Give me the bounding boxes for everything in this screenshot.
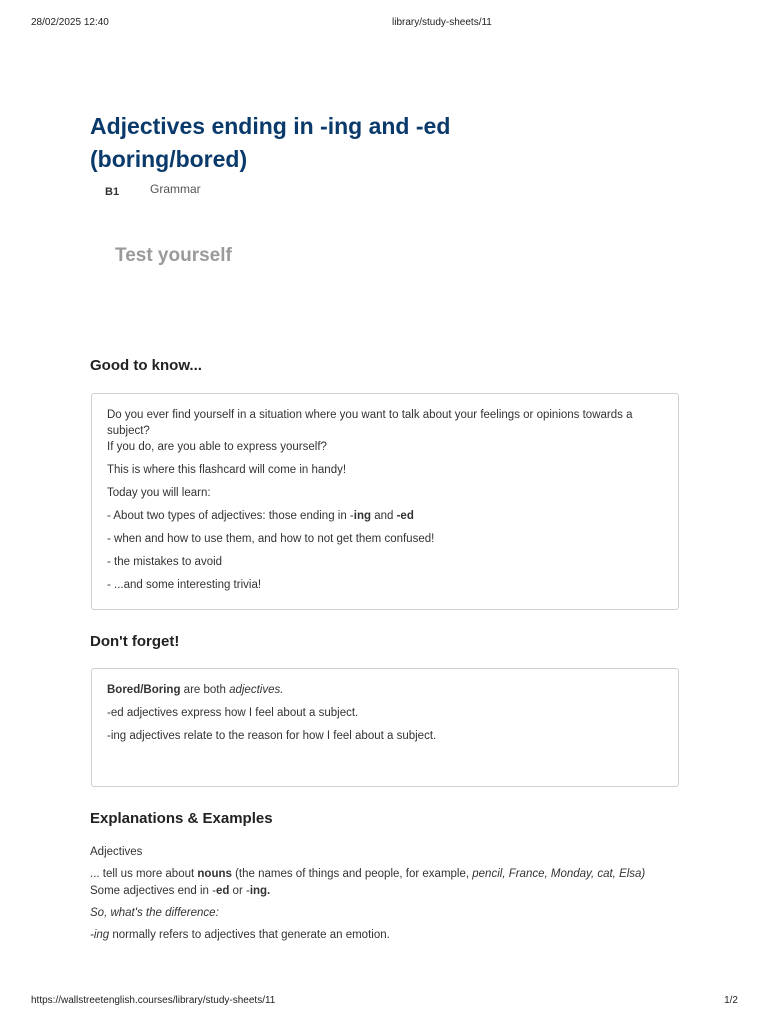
good-to-know-heading: Good to know... — [90, 357, 202, 374]
p2-pre: ... tell us more about — [90, 868, 198, 880]
explanations-p2 — [90, 866, 670, 883]
explanations-p3 — [90, 883, 670, 900]
page-title: Adjectives ending in -ing and -ed (boring/bored) — [90, 113, 451, 172]
test-yourself-link[interactable]: Test yourself — [115, 245, 232, 266]
good-to-know-line3: This is where this flashcard will come in handy! — [107, 464, 347, 476]
dont-forget-line3: -ing adjectives relate to the reason for how I feel about a subject. — [107, 730, 437, 742]
dont-forget-line2: -ed adjectives express how I feel about a subject. — [107, 707, 359, 719]
bullet1-text: - About two types of adjectives: those ending in - — [107, 510, 354, 522]
p2-nouns: nouns — [197, 868, 232, 880]
print-path: library/study-sheets/11 — [392, 17, 492, 28]
explanations-p5 — [90, 927, 670, 944]
p2-mid: (the names of things and people, for example, — [231, 868, 473, 880]
p2-examples: pencil, France, Monday, cat, Elsa) — [472, 868, 646, 880]
good-to-know-bullet3: - the mistakes to avoid — [107, 556, 223, 568]
level-badge: B1 — [105, 186, 120, 198]
bored-boring-bold: Bored/Boring — [107, 684, 181, 696]
good-to-know-line2: If you do, are you able to express yourself? — [107, 441, 327, 453]
p3-pre: Some adjectives end in - — [90, 885, 216, 897]
dont-forget-box — [91, 668, 679, 787]
bullet1-ing: ing — [353, 510, 372, 522]
print-page-number: 1/2 — [724, 995, 738, 1006]
good-to-know-box — [91, 393, 679, 610]
dont-forget-heading: Don't forget! — [90, 633, 180, 650]
print-url: https://wallstreetenglish.courses/library/study-sheets/11 — [31, 995, 276, 1006]
bullet1-ed: -ed — [396, 510, 414, 522]
p4-italic: So, what's the difference: — [90, 907, 219, 919]
explanations-p1: Adjectives — [90, 846, 143, 858]
good-to-know-bullet1 — [107, 508, 663, 524]
category-label: Grammar — [150, 182, 201, 196]
good-to-know-line4: Today you will learn: — [107, 487, 211, 499]
good-to-know-bullet4: - ...and some interesting trivia! — [107, 579, 262, 591]
print-datetime: 28/02/2025 12:40 — [31, 17, 109, 28]
explanations-heading: Explanations & Examples — [90, 810, 273, 827]
p3-ing: ing. — [249, 885, 271, 897]
good-to-know-bullet2: - when and how to use them, and how to not get them confused! — [107, 533, 435, 545]
adjectives-italic: adjectives. — [229, 684, 284, 696]
p3-ed: ed — [215, 885, 230, 897]
explanations-body — [90, 844, 670, 944]
p5-rest: normally refers to adjectives that generate an emotion. — [109, 929, 390, 941]
p5-ing: -ing — [90, 929, 110, 941]
bullet1-and: and — [371, 510, 397, 522]
good-to-know-line1: Do you ever find yourself in a situation where you want to talk about your feelings or opinions towards a subject? — [107, 409, 633, 437]
explanations-p4 — [90, 905, 670, 922]
dont-forget-line1 — [107, 682, 663, 698]
p3-or: or - — [229, 885, 250, 897]
dont-forget-line1-rest: are both — [180, 684, 230, 696]
